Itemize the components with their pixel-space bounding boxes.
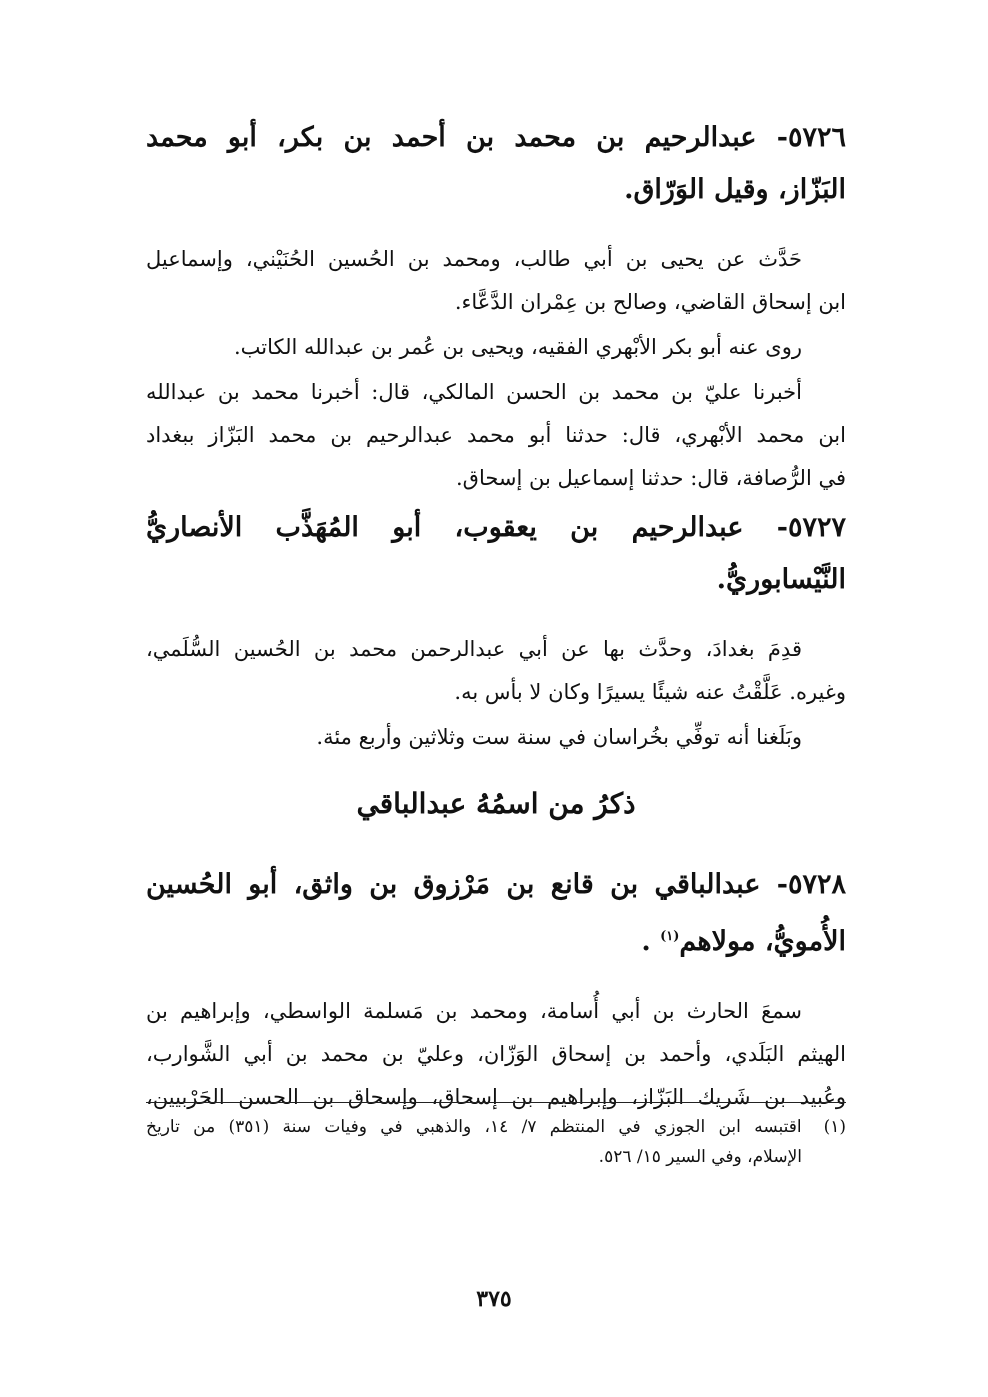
- footnote-reference[interactable]: (١): [660, 929, 680, 944]
- entry-paragraph: [146, 371, 846, 500]
- text-line: الهيثم البَلَدي، وأحمد بن إسحاق الوَزّان، وعليّ بن محمد بن أبي الشَّوارب،: [146, 1042, 846, 1066]
- text-line: في الرُّصافة، قال: حدثنا إسماعيل بن إسحاق.: [456, 466, 846, 490]
- footnote-marker: (١): [823, 1117, 846, 1137]
- heading-line: [146, 911, 846, 968]
- text-line: حَدَّث عن يحيى بن أبي طالب، ومحمد بن الحُسين الحُنَيْني، وإسماعيل: [146, 247, 802, 271]
- footnote-text: اقتبسه ابن الجوزي في المنتظم ٧/ ١٤، والذهبي في وفيات سنة (٣٥١) من تاريخ: [146, 1117, 802, 1137]
- heading-line: البَزّاز، وقيل الوَرّاق.: [624, 174, 846, 205]
- heading-line: النَّيْسابوريُّ.: [716, 564, 846, 595]
- footnote: [146, 1112, 846, 1172]
- entry-heading: [146, 112, 846, 216]
- entry-paragraph: [146, 990, 846, 1119]
- main-text: [146, 112, 846, 1121]
- text-line: وغيره. عَلَّقْتُ عنه شيئًا يسيرًا وكان لا بأس به.: [454, 680, 846, 704]
- heading-text: الأُمويُّ، مولاهم: [679, 926, 846, 957]
- text-line: ابن إسحاق القاضي، وصالح بن عِمْران الدَّعَّاء.: [454, 290, 846, 314]
- entry-paragraph: [146, 716, 846, 759]
- text-line: قدِمَ بغدادَ، وحدَّث بها عن أبي عبدالرحمن محمد بن الحُسين السُّلَمي،: [146, 637, 802, 661]
- heading-line: ٥٧٢٧- عبدالرحيم بن يعقوب، أبو المُهَذَّب الأنصاريُّ: [146, 512, 846, 543]
- text-line: أخبرنا عليّ بن محمد بن الحسن المالكي، قال: أخبرنا محمد بن عبدالله: [146, 380, 802, 404]
- page-number: ٣٧٥: [476, 1286, 512, 1312]
- heading-end: .: [641, 926, 661, 957]
- text-line: ابن محمد الأبْهري، قال: حدثنا أبو محمد عبدالرحيم بن محمد البَزّاز ببغداد: [146, 423, 846, 447]
- section-title: ذكرُ من اسمُهُ عبدالباقي: [356, 787, 636, 820]
- footnote-line: [146, 1112, 846, 1142]
- entry-heading: [146, 502, 846, 606]
- text-line: روى عنه أبو بكر الأبْهري الفقيه، ويحيى بن عُمر بن عبدالله الكاتب.: [233, 335, 802, 359]
- entry-heading: [146, 859, 846, 968]
- text-line: وبَلَغنا أنه توفِّي بخُراسان في سنة ست وثلاثين وأربع مئة.: [316, 725, 802, 749]
- heading-line: ٥٧٢٨- عبدالباقي بن قانع بن مَرْزوق بن واثق، أبو الحُسين: [146, 869, 846, 900]
- text-line: وعُبيد بن شَريك البَزّاز، وإبراهيم بن إسحاق، وإسحاق بن الحسن الحَرْبيين،: [146, 1085, 846, 1109]
- entry-paragraph: [146, 238, 846, 324]
- footnote-line: الإسلام، وفي السير ١٥/ ٥٢٦.: [598, 1147, 802, 1167]
- text-line: سمعَ الحارث بن أبي أُسامة، ومحمد بن مَسلمة الواسطي، وإبراهيم بن: [146, 999, 802, 1023]
- entry-paragraph: [146, 326, 846, 369]
- heading-line: ٥٧٢٦- عبدالرحيم بن محمد بن أحمد بن بكر، أبو محمد: [146, 122, 846, 153]
- entry-paragraph: [146, 628, 846, 714]
- footnote-divider: [146, 1102, 846, 1103]
